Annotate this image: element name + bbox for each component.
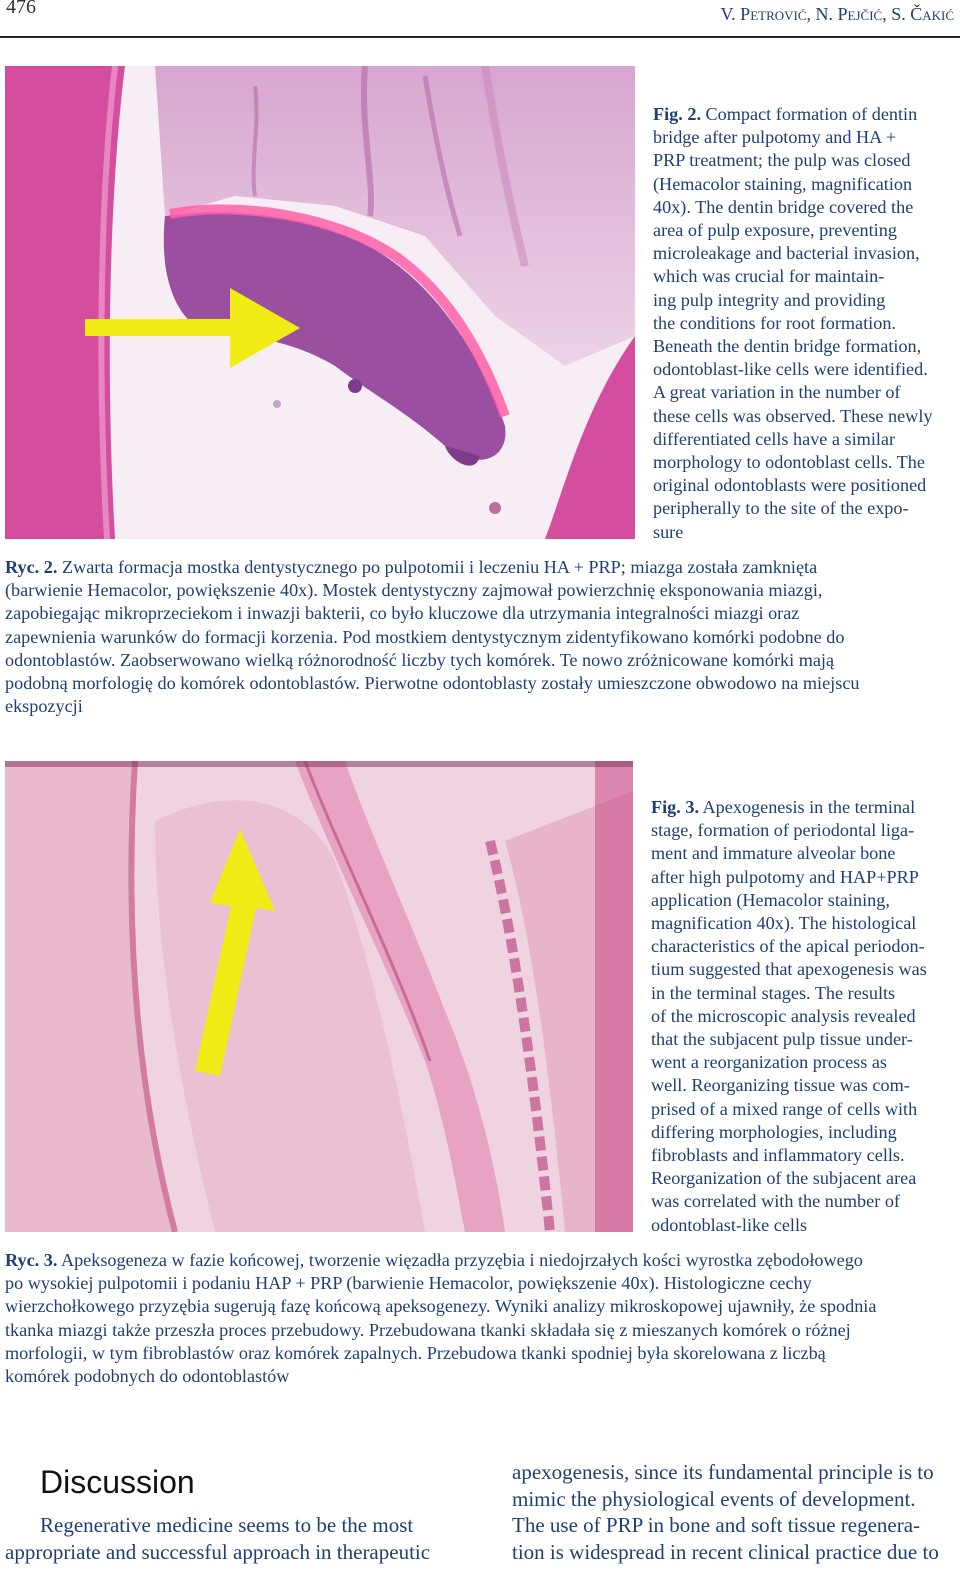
figure-2-caption: Fig. 2. Compact formation of dentin bridge after pulpotomy and HA + PRP treatment; the pulp was closed (Hemacolor staining, magnification 40x). The dentin bridge covered the area of pulp exposure, preventing microleakage and bacterial invasion, which was crucial for maintain- ing pulp integrity and providing the conditions for root formation. Beneath the dentin bridge formation, odontoblast-like cells were identified. A great variation in the number of these cells was observed. These newly differentiated cells have a similar morphology to odontoblast cells. The original odontoblasts were positioned peripherally to the site of the expo- sure <box>653 104 933 542</box>
figure-2-polish-label: Ryc. 2. <box>5 557 58 577</box>
body-line: Regenerative medicine seems to be the most <box>40 1513 414 1537</box>
running-authors: V. Petrović, N. Pejčić, S. Čakić <box>720 4 954 24</box>
body-line: apexogenesis, since its fundamental principle is to <box>512 1460 934 1484</box>
figure-2-image <box>5 66 635 539</box>
figure-3-caption-polish: Ryc. 3. Apeksogeneza w fazie końcowej, tworzenie więzadła przyzębia i niedojrzałych kości wyrostka zębodołowego po wysokiej pulpotomii i podaniu HAP + PRP (barwienie Hemacolor, powiększenie 40x). Histologiczne cechy wierzchołkowego przyzębia sugerują fazę końcową apeksogenezy. Wyniki analizy mikroskopowej ujawniły, że spodnia tkanka miazgi także przeszła proces przebudowy. Przebudowana tkanki składała się z mieszanych komórek o różnej morfologii, w tym fibroblastów oraz komórek zapalnych. Przebudowa tkanki spodniej była skorelowana z liczbą komórek podobnych do odontoblastów <box>5 1250 877 1387</box>
body-line: mimic the physiological events of development. <box>512 1486 916 1511</box>
figure-3-polish-label: Ryc. 3. <box>5 1250 58 1270</box>
figure-2-micrograph <box>5 66 635 539</box>
discussion-right-column <box>512 1459 958 1565</box>
figure-2-label: Fig. 2. <box>653 104 701 124</box>
body-line: appropriate and successful approach in therapeutic <box>5 1539 431 1564</box>
body-line: tion is widespread in recent clinical practice due to <box>512 1539 939 1564</box>
discussion-left-column <box>5 1512 455 1565</box>
page-number: 476 <box>6 0 36 18</box>
discussion-heading: Discussion <box>40 1464 195 1500</box>
figure-2-caption-polish: Ryc. 2. Zwarta formacja mostka dentystycznego po pulpotomii i leczeniu HA + PRP; miazga została zamknięta (barwienie Hemacolor, powiększenie 40x). Mostek dentystyczny zajmował powierzchnię eksponowania miazgi, zapobiegając mikroprzeciekom i inwazji bakterii, co było kluczowe dla utrzymania integralności miazgi oraz zapewnienia warunków do formacji korzenia. Pod mostkiem dentystycznym zidentyfikowano komórki podobne do odontoblastów. Zaobserwowano wielką różnorodność liczby tych komórek. Te nowo zróżnicowane komórki mają podobną morfologię do komórek odontoblastów. Pierwotne odontoblasty zostały umieszczone obwodowo na miejscu ekspozycji <box>5 557 860 717</box>
figure-3-caption: Fig. 3. Apexogenesis in the terminal stage, formation of periodontal liga- ment and immature alveolar bone after high pulpotomy and HAP+PRP application (Hemacolor staining, magnification 40x). The histological characteristics of the apical periodon- tium suggested that apexogenesis was in the terminal stages. The results of the microscopic analysis revealed that the subjacent pulp tissue under- went a reorganization process as well. Reorganizing tissue was com- prised of a mixed range of cells with differing morphologies, including fibroblasts and inflammatory cells. Reorganization of the subjacent area was correlated with the number of odontoblast-like cells <box>651 797 927 1235</box>
figure-3-image <box>5 761 633 1232</box>
figure-3-label: Fig. 3. <box>651 797 699 817</box>
body-line: The use of PRP in bone and soft tissue regenera- <box>512 1513 921 1537</box>
figure-3-micrograph <box>5 761 633 1232</box>
